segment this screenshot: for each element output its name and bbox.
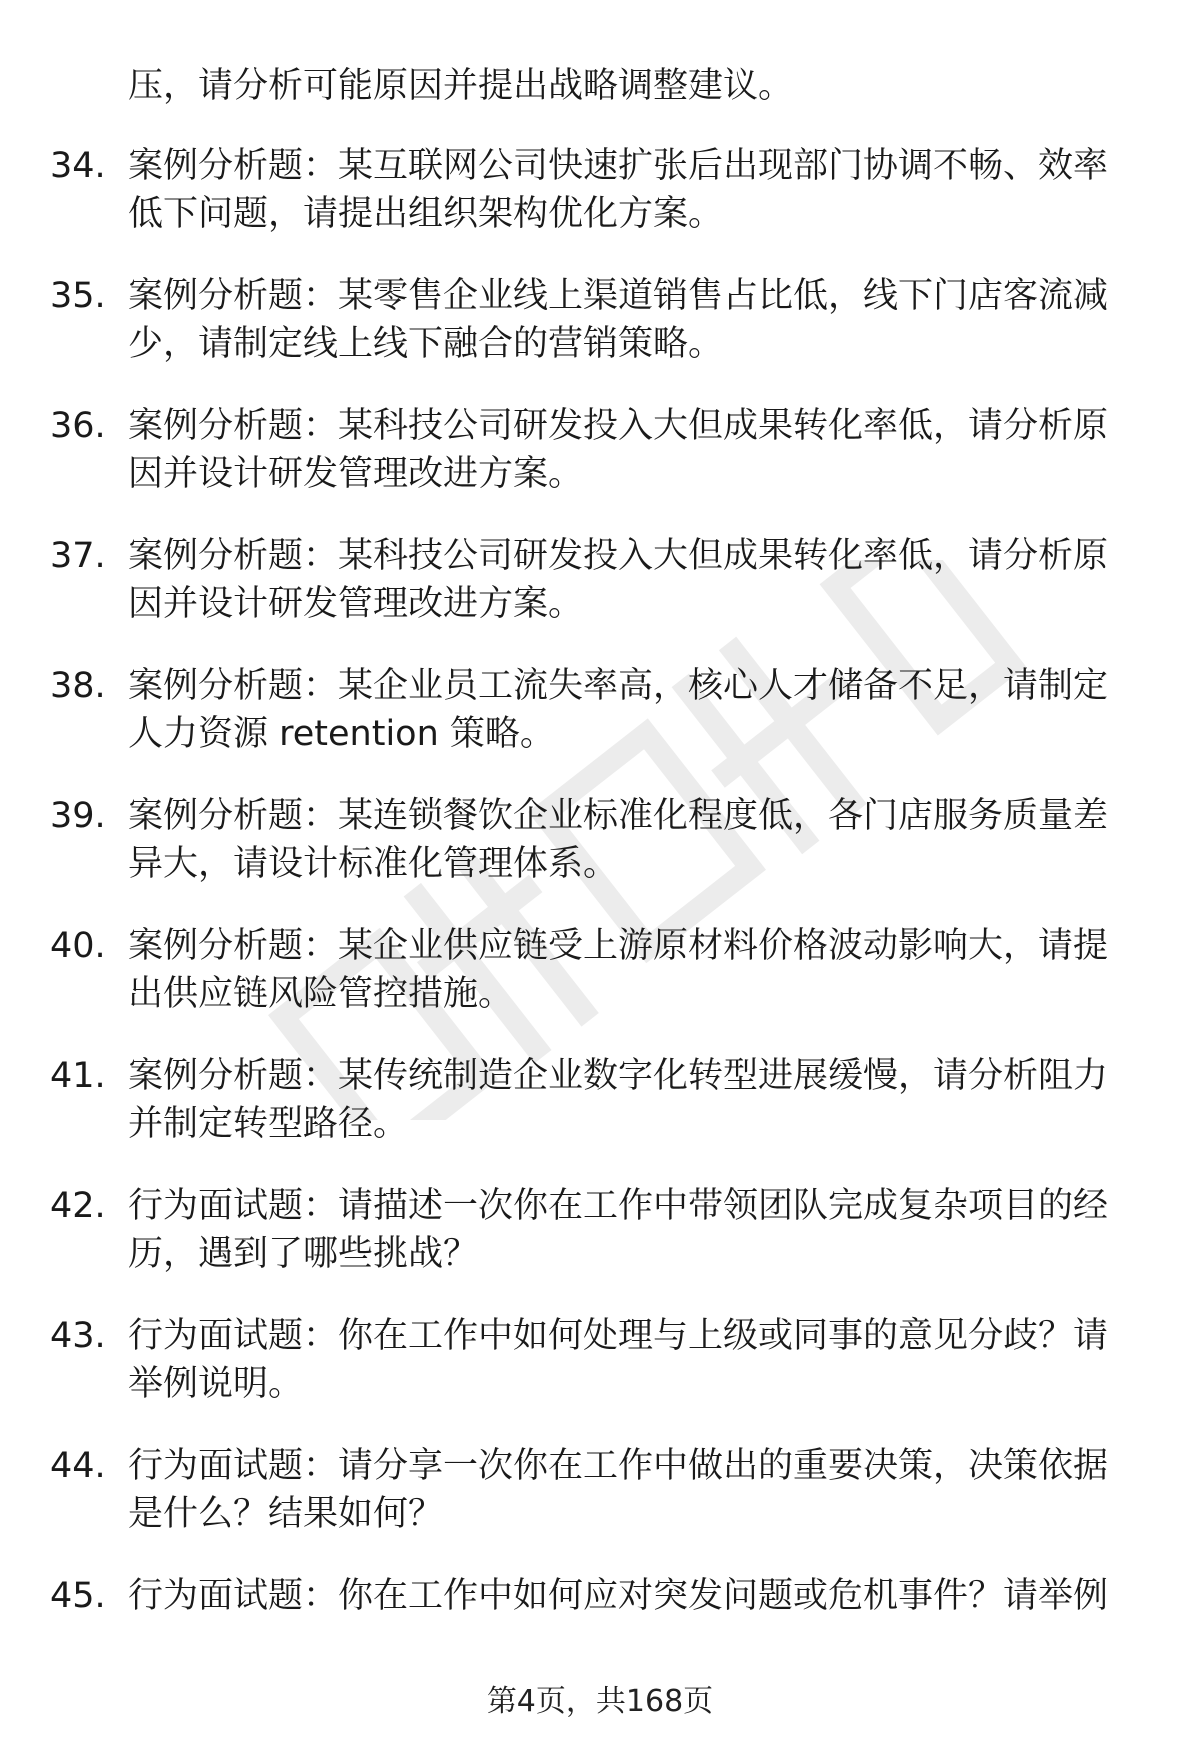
question-item bbox=[0, 532, 1200, 662]
question-number: 40. bbox=[50, 926, 106, 966]
question-text bbox=[128, 1442, 1143, 1538]
question-item bbox=[0, 142, 1200, 272]
question-line: 行为面试题：你在工作中如何处理与上级或同事的意见分歧？请 bbox=[128, 1316, 1109, 1356]
question-text bbox=[128, 662, 1143, 758]
question-number: 39. bbox=[50, 796, 106, 836]
question-line: 案例分析题：某科技公司研发投入大但成果转化率低，请分析原 bbox=[128, 406, 1109, 446]
question-number: 38. bbox=[50, 666, 106, 706]
question-line: 行为面试题：请描述一次你在工作中带领团队完成复杂项目的经 bbox=[128, 1186, 1109, 1226]
question-line: 出供应链风险管控措施。 bbox=[128, 974, 514, 1014]
question-line: 异大，请设计标准化管理体系。 bbox=[128, 844, 619, 884]
question-line: 因并设计研发管理改进方案。 bbox=[128, 584, 584, 624]
question-number: 45. bbox=[50, 1576, 106, 1616]
question-line: 举例说明。 bbox=[128, 1364, 304, 1404]
question-text bbox=[128, 142, 1143, 238]
question-line: 人力资源 retention 策略。 bbox=[128, 714, 555, 754]
question-line: 案例分析题：某科技公司研发投入大但成果转化率低，请分析原 bbox=[128, 536, 1109, 576]
question-number: 35. bbox=[50, 276, 106, 316]
question-line: 案例分析题：某传统制造企业数字化转型进展缓慢，请分析阻力 bbox=[128, 1056, 1109, 1096]
question-line: 低下问题，请提出组织架构优化方案。 bbox=[128, 194, 724, 234]
question-item bbox=[0, 1052, 1200, 1182]
question-number: 41. bbox=[50, 1056, 106, 1096]
question-line: 案例分析题：某互联网公司快速扩张后出现部门协调不畅、效率 bbox=[128, 146, 1109, 186]
page-footer: 第4页，共168页 bbox=[486, 1684, 714, 1719]
question-item bbox=[0, 272, 1200, 402]
question-text bbox=[128, 1572, 1143, 1620]
question-text bbox=[128, 272, 1143, 368]
question-line: 历，遇到了哪些挑战？ bbox=[128, 1234, 479, 1274]
question-line: 案例分析题：某企业供应链受上游原材料价格波动影响大，请提 bbox=[128, 926, 1109, 966]
question-item bbox=[0, 922, 1200, 1052]
question-text bbox=[128, 402, 1143, 498]
question-number: 42. bbox=[50, 1186, 106, 1226]
question-text bbox=[128, 792, 1143, 888]
question-number: 43. bbox=[50, 1316, 106, 1356]
question-line: 行为面试题：请分享一次你在工作中做出的重要决策，决策依据 bbox=[128, 1446, 1109, 1486]
question-item bbox=[0, 792, 1200, 922]
question-line: 案例分析题：某零售企业线上渠道销售占比低，线下门店客流减 bbox=[128, 276, 1109, 316]
question-text bbox=[128, 922, 1143, 1018]
question-number: 44. bbox=[50, 1446, 106, 1486]
question-line: 并制定转型路径。 bbox=[128, 1104, 409, 1144]
question-item bbox=[0, 402, 1200, 532]
question-line: 行为面试题：你在工作中如何应对突发问题或危机事件？请举例 bbox=[128, 1576, 1109, 1616]
question-item bbox=[0, 1182, 1200, 1312]
question-number: 37. bbox=[50, 536, 106, 576]
question-line: 案例分析题：某连锁餐饮企业标准化程度低，各门店服务质量差 bbox=[128, 796, 1109, 836]
continued-question-text: 压，请分析可能原因并提出战略调整建议。 bbox=[128, 66, 794, 106]
question-number: 34. bbox=[50, 146, 106, 186]
question-item bbox=[0, 1312, 1200, 1442]
question-line: 因并设计研发管理改进方案。 bbox=[128, 454, 584, 494]
question-number: 36. bbox=[50, 406, 106, 446]
question-item bbox=[0, 662, 1200, 792]
question-text bbox=[128, 1312, 1143, 1408]
question-text bbox=[128, 1182, 1143, 1278]
question-text bbox=[128, 1052, 1143, 1148]
question-line: 少，请制定线上线下融合的营销策略。 bbox=[128, 324, 724, 364]
question-line: 是什么？结果如何？ bbox=[128, 1494, 444, 1534]
question-line: 案例分析题：某企业员工流失率高，核心人才储备不足，请制定 bbox=[128, 666, 1109, 706]
question-list bbox=[0, 142, 1200, 1702]
question-text bbox=[128, 532, 1143, 628]
question-item bbox=[0, 1442, 1200, 1572]
